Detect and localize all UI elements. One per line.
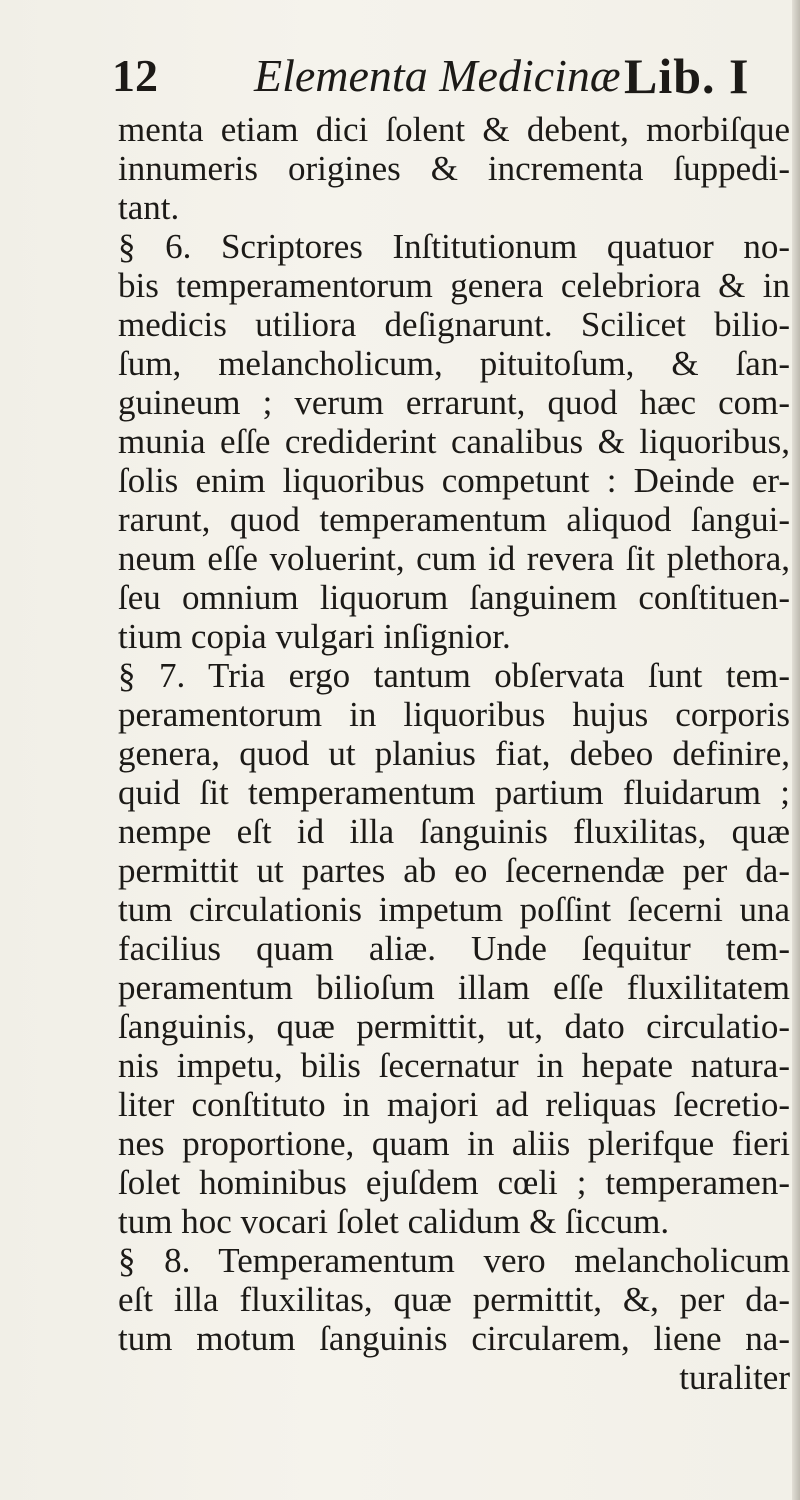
- text-line: bis temperamentorum genera celebriora & in: [118, 266, 790, 305]
- text-line: nes proportione, quam in aliis plerifque fieri: [118, 1124, 790, 1163]
- text-line: ſolis enim liquoribus competunt : Deinde er-: [118, 461, 790, 500]
- text-line: peramentorum in liquoribus hujus corporis: [118, 695, 790, 734]
- text-line: nis impetu, bilis ſecernatur in hepate natura-: [118, 1046, 790, 1085]
- text-line: § 7. Tria ergo tantum obſervata ſunt tem-: [118, 656, 790, 695]
- running-title: Elementa Medicinæ: [254, 50, 621, 101]
- text-line: quid ſit temperamentum partium fluidarum ;: [118, 773, 790, 812]
- text-line: § 6. Scriptores Inſtitutionum quatuor no-: [118, 227, 790, 266]
- text-line: medicis utiliora deſignarunt. Scilicet bilio-: [118, 305, 790, 344]
- text-line: tium copia vulgari inſignior.: [118, 617, 511, 656]
- text-line: ſeu omnium liquorum ſanguinem conſtituen-: [118, 578, 790, 617]
- text-line: eſt illa fluxilitas, quæ permittit, &, per da-: [118, 1280, 790, 1319]
- text-line: guineum ; verum errarunt, quod hæc com-: [118, 383, 790, 422]
- running-header: [112, 44, 792, 108]
- text-line: neum eſſe voluerint, cum id revera ſit plethora,: [118, 539, 790, 578]
- book-label: Lib. I: [624, 48, 750, 104]
- text-line: § 8. Temperamentum vero melancholicum: [118, 1241, 790, 1280]
- text-line: ſolet hominibus ejuſdem cœli ; temperamen-: [118, 1163, 790, 1202]
- text-line: innumeris origines & incrementa ſuppedi-: [118, 149, 790, 188]
- text-line: rarunt, quod temperamentum aliquod ſangui-: [118, 500, 790, 539]
- catchword: turaliter: [679, 1358, 790, 1397]
- text-line: nempe eſt id illa ſanguinis fluxilitas, quæ: [118, 812, 790, 851]
- text-line: facilius quam aliæ. Unde ſequitur tem-: [118, 929, 790, 968]
- page-number: 12: [112, 50, 158, 101]
- text-line: tum motum ſanguinis circularem, liene na-: [118, 1319, 790, 1358]
- text-line: liter conſtituto in majori ad reliquas ſecretio-: [118, 1085, 790, 1124]
- page-edge: [792, 0, 800, 1500]
- text-line: ſum, melancholicum, pituitoſum, & ſan-: [118, 344, 790, 383]
- text-line: ſanguinis, quæ permittit, ut, dato circulatio-: [118, 1007, 790, 1046]
- text-line: permittit ut partes ab eo ſecernendæ per da-: [118, 851, 790, 890]
- text-line: tum circulationis impetum poſſint ſecerni una: [118, 890, 790, 929]
- text-line: tum hoc vocari ſolet calidum & ſiccum.: [118, 1202, 670, 1241]
- text-line: peramentum bilioſum illam eſſe fluxilitatem: [118, 968, 790, 1007]
- text-line: menta etiam dici ſolent & debent, morbiſque: [118, 110, 790, 149]
- body-text: [118, 110, 790, 1397]
- text-line: tant.: [118, 188, 180, 227]
- text-line: genera, quod ut planius fiat, debeo definire,: [118, 734, 790, 773]
- text-line: munia eſſe crediderint canalibus & liquoribus,: [118, 422, 790, 461]
